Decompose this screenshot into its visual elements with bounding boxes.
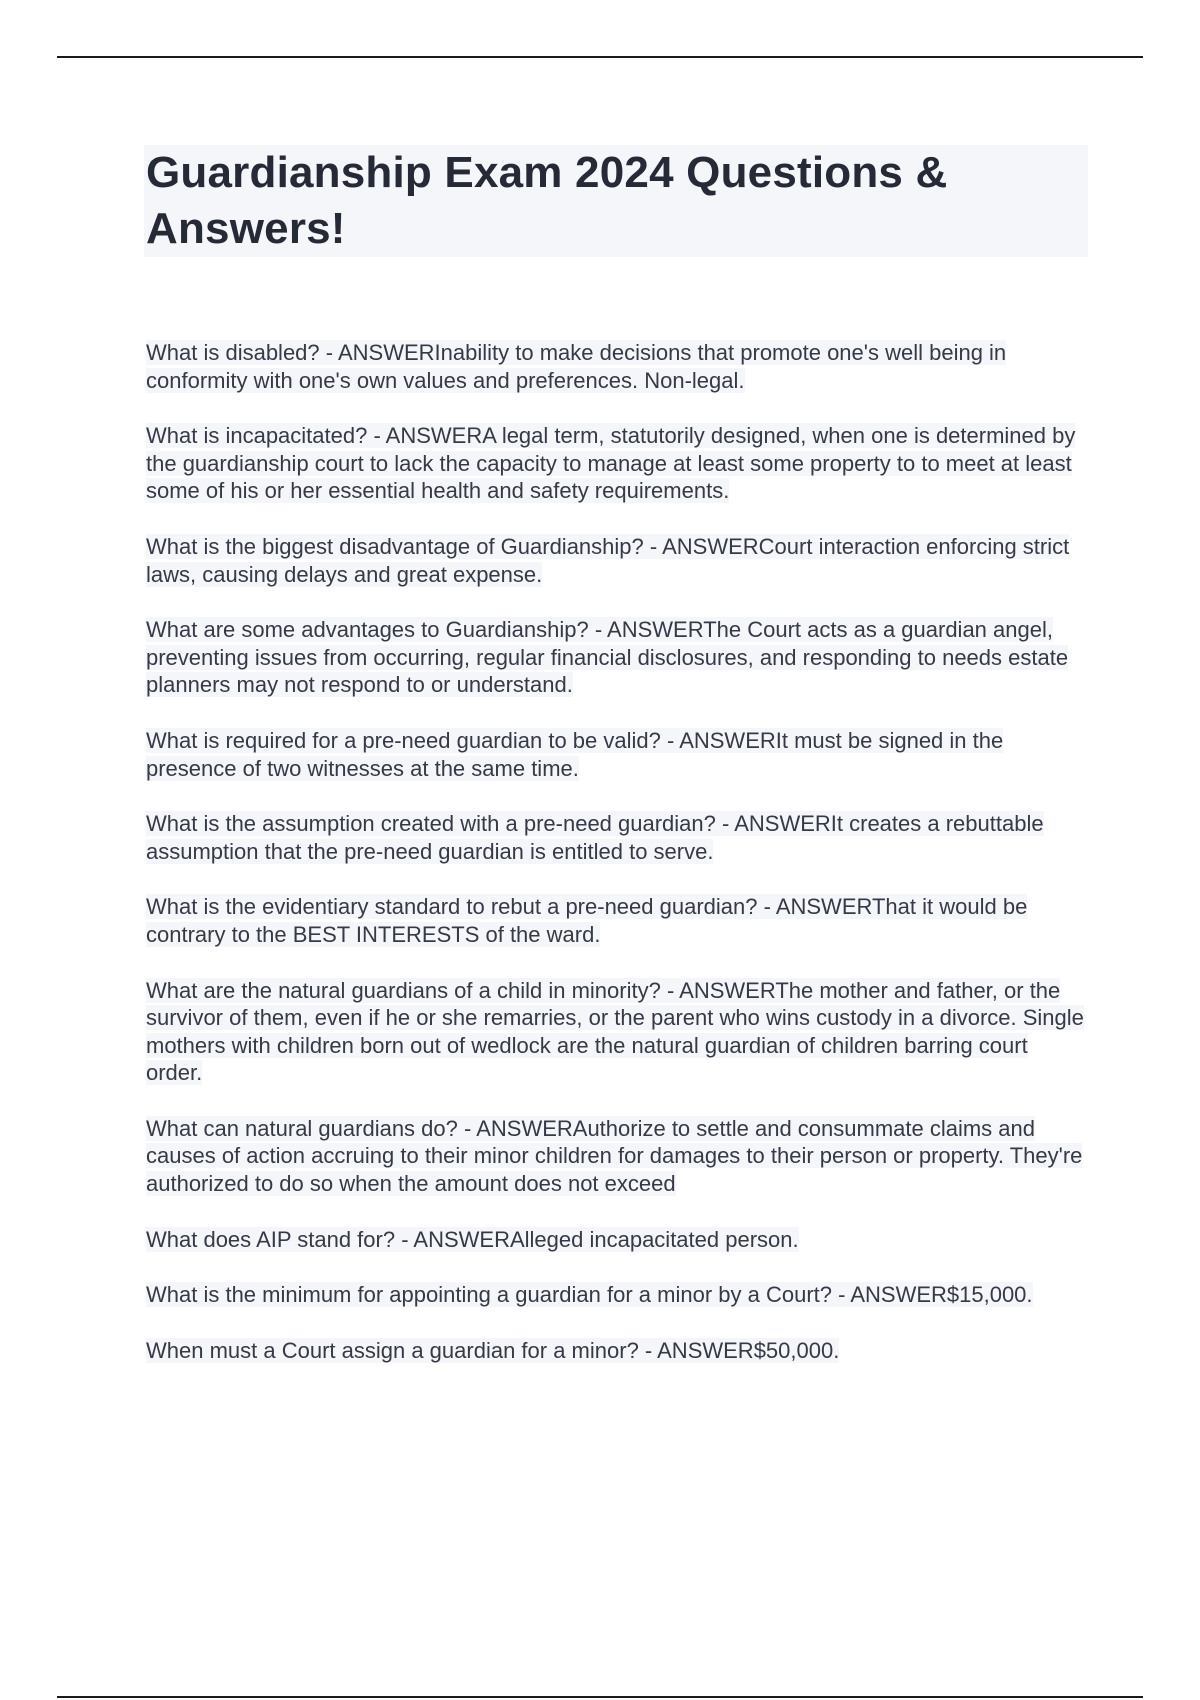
- qa-item: [144, 1337, 1088, 1365]
- qa-text: What does AIP stand for? - ANSWERAlleged incapacitated person.: [146, 1226, 799, 1252]
- qa-text: What is the evidentiary standard to rebut a pre-need guardian? - ANSWERThat it would be contrary to the BEST INTERESTS of the ward.: [146, 894, 1028, 947]
- qa-item: [144, 810, 1088, 865]
- top-rule: [57, 56, 1143, 58]
- qa-item: [144, 616, 1088, 699]
- qa-item: [144, 533, 1088, 588]
- qa-item: [144, 1226, 1088, 1254]
- qa-item: [144, 977, 1088, 1087]
- qa-list: [144, 339, 1088, 1392]
- qa-item: [144, 422, 1088, 505]
- qa-item: [144, 339, 1088, 394]
- qa-item: [144, 727, 1088, 782]
- qa-text: What is required for a pre-need guardian to be valid? - ANSWERIt must be signed in the presence of two witnesses at the same time.: [146, 727, 1004, 781]
- qa-text: What is disabled? - ANSWERInability to make decisions that promote one's well being in conformity with one's own values and preferences. Non-legal.: [146, 340, 1007, 393]
- qa-text: What is the assumption created with a pre-need guardian? - ANSWERIt creates a rebuttable assumption that the pre-need guardian is entitled to serve.: [146, 811, 1044, 864]
- qa-text: What is the minimum for appointing a guardian for a minor by a Court? - ANSWER$15,000.: [146, 1282, 1033, 1308]
- qa-item: [144, 893, 1088, 948]
- qa-item: [144, 1281, 1088, 1309]
- qa-text: What are the natural guardians of a child in minority? - ANSWERThe mother and father, or the survivor of them, even if he or she remarries, or the parent who wins custody in a divorce. Single mothers with children born out of wedlock are the natural guardian of children barring court order.: [146, 977, 1084, 1086]
- qa-text: What is the biggest disadvantage of Guardianship? - ANSWERCourt interaction enforcing strict laws, causing delays and great expense.: [146, 533, 1070, 587]
- bottom-rule: [57, 1696, 1143, 1698]
- title-block: [144, 145, 1088, 257]
- qa-item: [144, 1115, 1088, 1198]
- qa-text: When must a Court assign a guardian for a minor? - ANSWER$50,000.: [146, 1337, 840, 1363]
- qa-text: What can natural guardians do? - ANSWERAuthorize to settle and consummate claims and causes of action accruing to their minor children for damages to their person or property. They're authorized to do so when the amount does not exceed: [146, 1115, 1083, 1197]
- qa-text: What are some advantages to Guardianship? - ANSWERThe Court acts as a guardian angel, preventing issues from occurring, regular financial disclosures, and responding to needs estate planners may not respond to or understand.: [146, 617, 1069, 698]
- qa-text: What is incapacitated? - ANSWERA legal term, statutorily designed, when one is determined by the guardianship court to lack the capacity to manage at least some property to to meet at least some of his or her essential health and safety requirements.: [146, 423, 1076, 504]
- document-title: Guardianship Exam 2024 Questions & Answers!: [146, 148, 948, 253]
